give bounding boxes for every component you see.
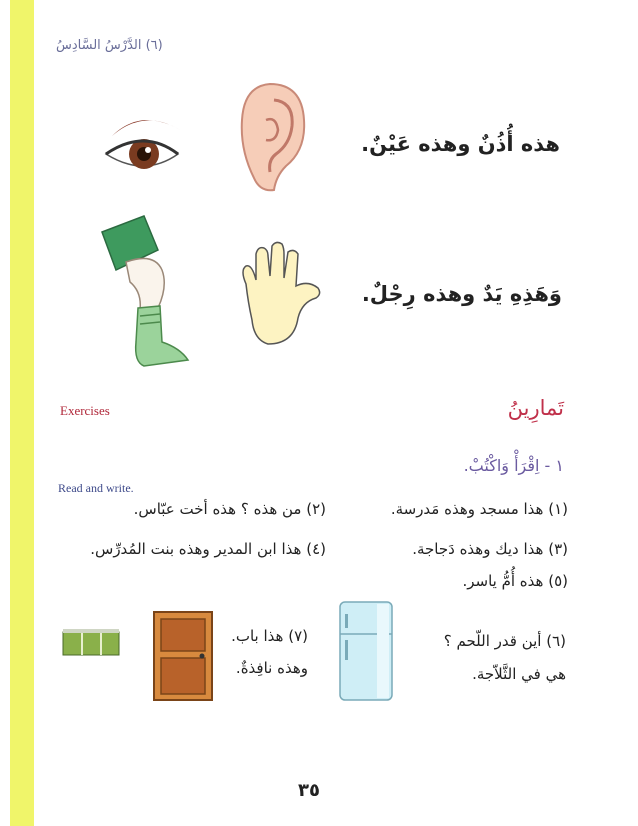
window-icon bbox=[62, 628, 120, 656]
exercise-item-3: (٣) هذا ديك وهذه دَجاجة. bbox=[412, 540, 568, 558]
exercise-item-2: (٢) من هذه ؟ هذه أخت عبّاس. bbox=[133, 500, 326, 518]
exercise-item-7-window: وهذه نافِذةٌ. bbox=[235, 659, 308, 677]
exercises-title-ar: تَمارِينُ bbox=[507, 396, 564, 420]
sentence-hand-leg: وَهَذِهِ يَدٌ وهذه رِجْلٌ. bbox=[361, 282, 562, 306]
exercise-item-6-question: (٦) أين قدر اللّحم ؟ bbox=[443, 632, 566, 650]
exercises-title-en: Exercises bbox=[60, 403, 110, 418]
exercise-item-1: (١) هذا مسجد وهذه مَدرسة. bbox=[390, 500, 568, 518]
leg-icon bbox=[92, 212, 194, 372]
exercise-item-6-answer: هي في الثَّلاّجة. bbox=[472, 665, 566, 683]
hand-icon bbox=[232, 240, 332, 350]
exercise-item-5: (٥) هذه أُمُّ ياسر. bbox=[462, 572, 568, 590]
exercise-1-instruction-ar: ١ - اِقْرَأْ وَاكْتُبْ. bbox=[463, 456, 564, 475]
yellow-margin-strip bbox=[10, 0, 34, 826]
sentence-ear-eye: هذه أُذُنٌ وهذه عَيْنٌ. bbox=[361, 132, 560, 156]
eye-icon bbox=[104, 108, 184, 182]
page-number: ٣٥ bbox=[298, 780, 320, 801]
exercise-item-7-door: (٧) هذا باب. bbox=[231, 627, 308, 645]
exercise-item-4: (٤) هذا ابن المدير وهذه بنت المُدرِّس. bbox=[90, 540, 326, 558]
fridge-icon bbox=[337, 600, 395, 702]
lesson-header: (٦) الدَّرْسُ السَّادِسُ bbox=[56, 38, 163, 53]
ear-icon bbox=[230, 80, 310, 195]
door-icon bbox=[152, 610, 214, 702]
exercise-1-instruction-en: Read and write. bbox=[58, 481, 134, 495]
